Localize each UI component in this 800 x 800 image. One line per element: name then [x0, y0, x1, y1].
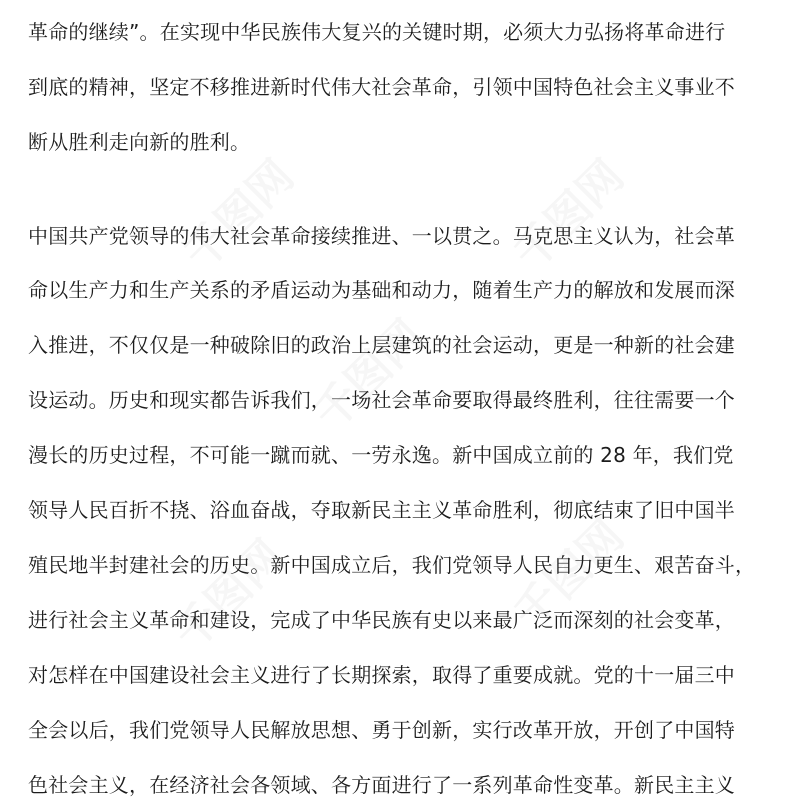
watermark: 千图网 [174, 150, 304, 280]
text-line: 漫长的历史过程，不可能一蹴而就、一劳永逸。新中国成立前的 28 年，我们党 [28, 443, 734, 467]
text-line: 设运动。历史和现实都告诉我们，一场社会革命要取得最终胜利，往往需要一个 [28, 388, 735, 412]
watermark: 千图网 [504, 150, 634, 280]
watermark: 千图网 [504, 510, 634, 640]
text-line: 色社会主义，在经济社会各领域、各方面进行了一系列革命性变革。新民主主义 [28, 773, 735, 797]
text-line: 革命的继续”。在实现中华民族伟大复兴的关键时期，必须大力弘扬将革命进行 [28, 20, 726, 44]
text-line: 命以生产力和生产关系的矛盾运动为基础和动力，随着生产力的解放和发展而深 [28, 278, 735, 302]
text-line: 全会以后，我们党领导人民解放思想、勇于创新，实行改革开放，开创了中国特 [28, 718, 735, 742]
text-line: 领导人民百折不挠、浴血奋战，夺取新民主主义革命胜利，彻底结束了旧中国半 [28, 498, 735, 522]
watermark: 千图网 [304, 310, 434, 440]
text-line: 断从胜利走向新的胜利。 [28, 130, 251, 154]
text-line: 入推进，不仅仅是一种破除旧的政治上层建筑的社会运动，更是一种新的社会建 [28, 333, 735, 357]
text-line: 到底的精神，坚定不移推进新时代伟大社会革命，引领中国特色社会主义事业不 [28, 75, 735, 99]
text-line: 进行社会主义革命和建设，完成了中华民族有史以来最广泛而深刻的社会变革， [28, 608, 735, 632]
watermark: 千图网 [164, 530, 294, 660]
text-line: 殖民地半封建社会的历史。新中国成立后，我们党领导人民自力更生、艰苦奋斗， [28, 553, 756, 577]
text-line: 中国共产党领导的伟大社会革命接续推进、一以贯之。马克思主义认为，社会革 [28, 224, 735, 248]
text-line: 对怎样在中国建设社会主义进行了长期探索，取得了重要成就。党的十一届三中 [28, 663, 735, 687]
